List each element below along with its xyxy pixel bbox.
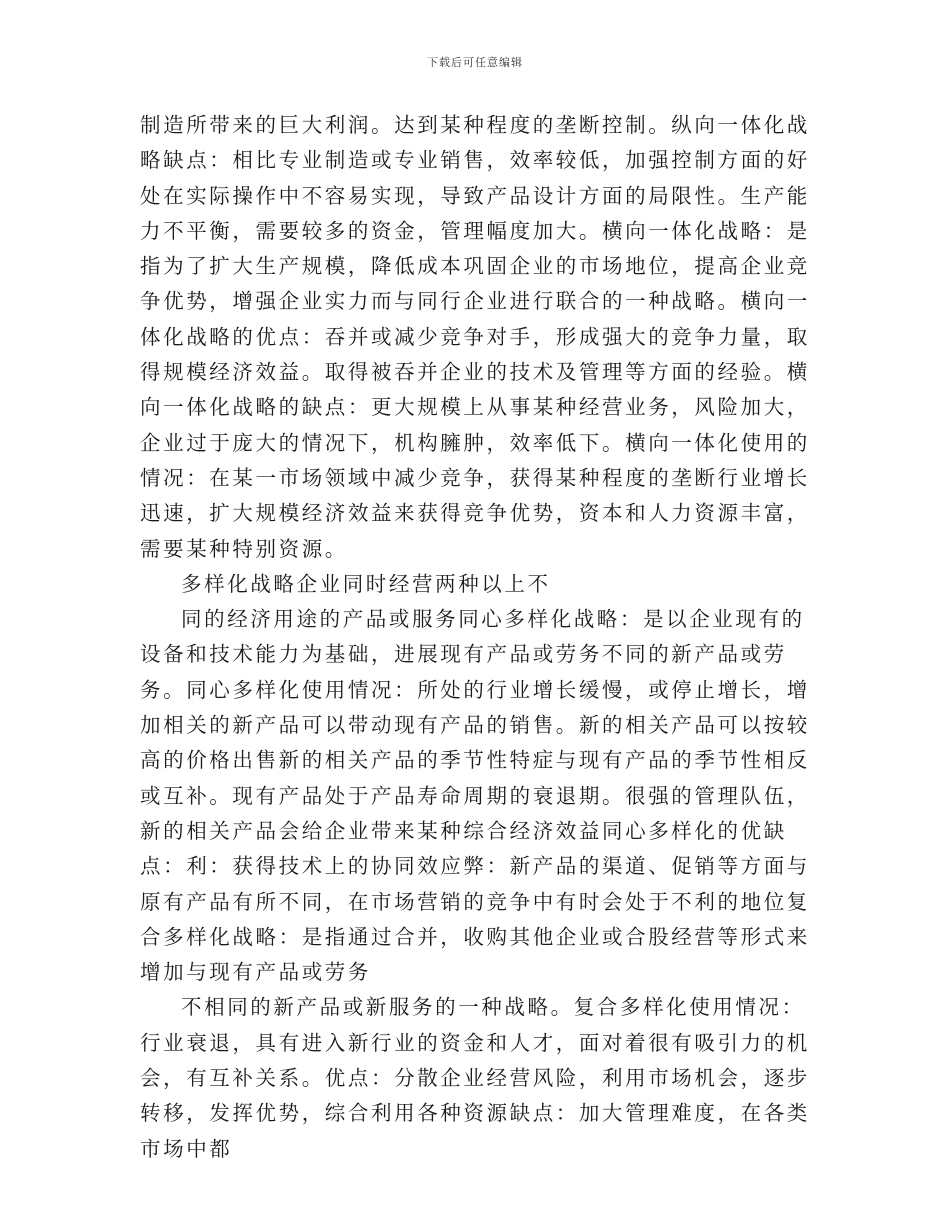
paragraph-4: 不相同的新产品或新服务的一种战略。复合多样化使用情况：行业衰退，具有进入新行业的资金和人才，面对着很有吸引力的机会，有互补关系。优点：分散企业经营风险，利用市场机会，逐步转移，发挥优势，综合利用各种资源缺点：加大管理难度，在各类市场中都 — [140, 995, 810, 1161]
paragraph-3: 同的经济用途的产品或服务同心多样化战略：是以企业现有的设备和技术能力为基础，进展现有产品或劳务不同的新产品或劳务。同心多样化使用情况：所处的行业增长缓慢，或停止增长，增加相关的新产品可以带动现有产品的销售。新的相关产品可以按较高的价格出售新的相关产品的季节性特症与现有产品的季节性相反或互补。现有产品处于产品寿命周期的衰退期。很强的管理队伍，新的相关产品会给企业带来某种综合经济效益同心多样化的优缺点：利：获得技术上的协同效应弊：新产品的渠道、促销等方面与原有产品有所不同，在市场营销的竞争中有时会处于不利的地位复合多样化战略：是指通过合并，收购其他企业或合股经营等形式来增加与现有产品或劳务 — [140, 607, 810, 985]
paragraph-1: 制造所带来的巨大利润。达到某种程度的垄断控制。纵向一体化战略缺点：相比专业制造或专业销售，效率较低，加强控制方面的好处在实际操作中不容易实现，导致产品设计方面的局限性。生产能力不平衡，需要较多的资金，管理幅度加大。横向一体化战略：是指为了扩大生产规模，降低成本巩固企业的市场地位，提高企业竞争优势，增强企业实力而与同行企业进行联合的一种战略。横向一体化战略的优点：吞并或减少竞争对手，形成强大的竞争力量，取得规模经济效益。取得被吞并企业的技术及管理等方面的经验。横向一体化战略的缺点：更大规模上从事某种经营业务，风险加大，企业过于庞大的情况下，机构臃肿，效率低下。横向一体化使用的情况：在某一市场领域中减少竞争，获得某种程度的垄断行业增长迅速，扩大规模经济效益来获得竞争优势，资本和人力资源丰富，需要某种特别资源。 — [140, 113, 810, 561]
paragraph-2: 多样化战略企业同时经营两种以上不 — [181, 571, 551, 596]
page-header: 下载后可任意编辑 — [427, 56, 523, 69]
body-text — [140, 108, 812, 1167]
